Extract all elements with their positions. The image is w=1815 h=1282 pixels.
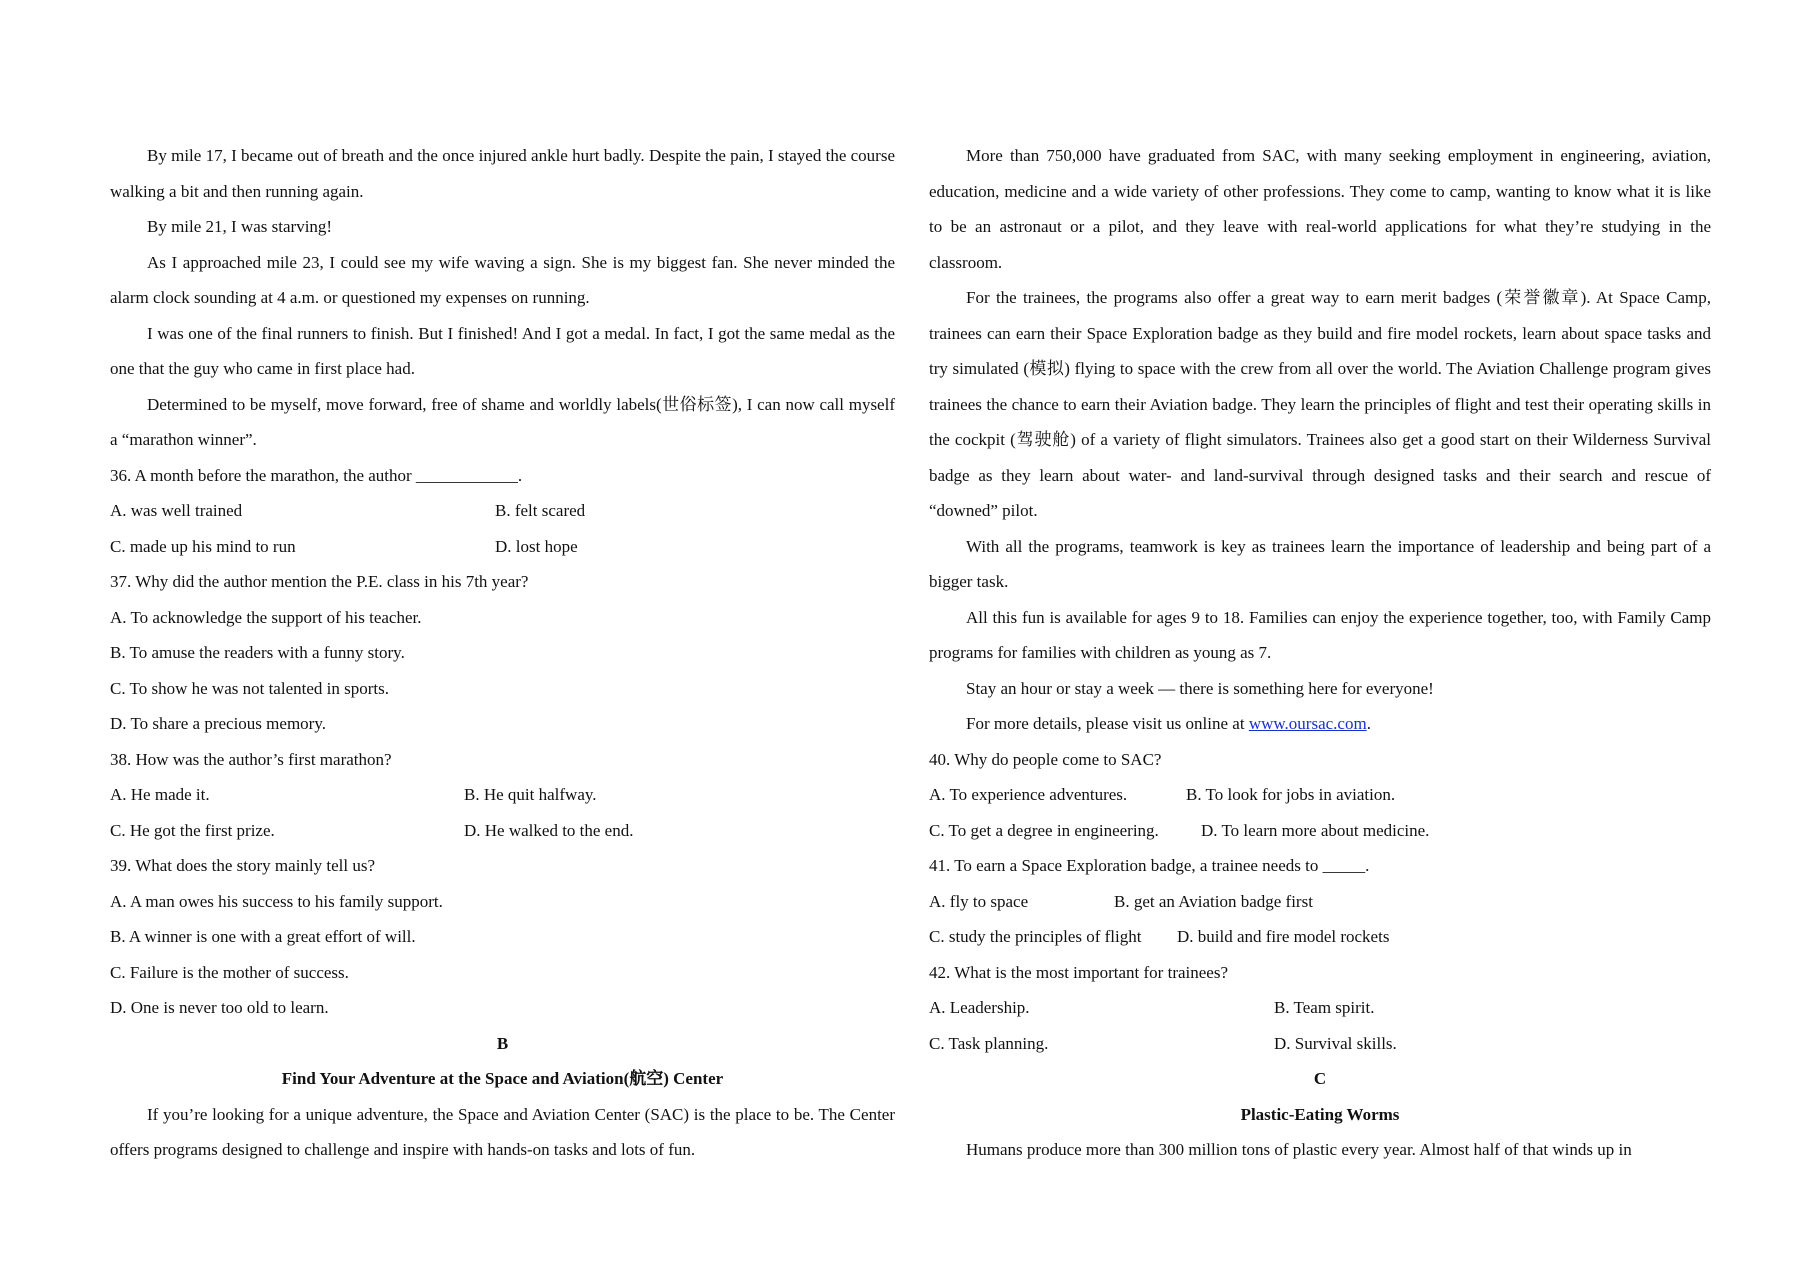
question-41-stem: 41. To earn a Space Exploration badge, a trainee needs to _____. — [929, 856, 1370, 875]
question-36-options-row1 — [110, 493, 895, 529]
paragraph: Stay an hour or stay a week — there is something here for everyone! — [966, 678, 1434, 698]
option-b: B. He quit halfway. — [464, 785, 597, 804]
paragraph: With all the programs, teamwork is key as trainees learn the importance of leadership and being part of a bigger task. — [929, 536, 1711, 591]
option-a: A. A man owes his success to his family support. — [110, 891, 443, 911]
question-36-options-row2 — [110, 529, 895, 565]
paragraph: All this fun is available for ages 9 to 18. Families can enjoy the experience together, too, with Family Camp programs for families with children as young as 7. — [929, 607, 1711, 662]
option-d: D. To share a precious memory. — [110, 714, 326, 733]
question-38-stem: 38. How was the author’s first marathon? — [110, 749, 392, 769]
section-c-title: Plastic-Eating Worms — [1240, 1104, 1400, 1124]
question-40-stem: 40. Why do people come to SAC? — [929, 749, 1162, 769]
option-d: D. To learn more about medicine. — [1201, 820, 1430, 840]
question-36-stem: 36. A month before the marathon, the author ____________. — [110, 465, 523, 485]
option-b: B. To look for jobs in aviation. — [1186, 785, 1396, 804]
option-c: C. study the principles of flight — [929, 927, 1142, 946]
option-a: A. Leadership. — [929, 998, 1030, 1017]
option-c: C. Task planning. — [929, 1033, 1049, 1053]
question-42-stem: 42. What is the most important for trainees? — [929, 962, 1229, 982]
option-d: D. build and fire model rockets — [1177, 927, 1390, 946]
option-a: A. To experience adventures. — [929, 785, 1128, 804]
option-a: A. He made it. — [110, 785, 210, 804]
details-prefix: For more details, please visit us online at — [966, 714, 1249, 733]
section-b-letter: B — [496, 1033, 509, 1053]
details-suffix: . — [1366, 714, 1371, 733]
right-column — [929, 138, 1711, 1168]
question-38-options-row2 — [110, 813, 895, 849]
paragraph: Humans produce more than 300 million tons of plastic every year. Almost half of that winds up in — [966, 1140, 1632, 1159]
question-37-stem: 37. Why did the author mention the P.E. class in his 7th year? — [110, 572, 529, 591]
option-d: D. Survival skills. — [1274, 1033, 1397, 1053]
question-42-options-row2 — [929, 1026, 1711, 1062]
question-41-options-row1 — [929, 884, 1711, 920]
section-c-letter: C — [1313, 1069, 1327, 1088]
question-40-options-row1 — [929, 777, 1711, 813]
details-paragraph — [929, 706, 1711, 742]
option-a: A. To acknowledge the support of his teacher. — [110, 607, 422, 627]
option-d: D. One is never too old to learn. — [110, 998, 329, 1017]
option-a: A. fly to space — [929, 891, 1029, 911]
paragraph: By mile 17, I became out of breath and the once injured ankle hurt badly. Despite the pain, I stayed the course walking a bit and then running again. — [110, 146, 895, 201]
paragraph: As I approached mile 23, I could see my wife waving a sign. She is my biggest fan. She never minded the alarm clock sounding at 4 a.m. or questioned my expenses on running. — [110, 252, 895, 307]
paragraph: More than 750,000 have graduated from SAC, with many seeking employment in engineering, aviation, education, medicine and a wide variety of other professions. They come to camp, wanting to know what it is like to be an astronaut or a pilot, and they leave with real-world applications for what they’re studying in the classroom. — [929, 146, 1711, 272]
question-42-options-row1 — [929, 990, 1711, 1026]
paragraph: For the trainees, the programs also offer a great way to earn merit badges (荣誉徽章). At Space Camp, trainees can earn their Space Exploration badge as they build and fire model rockets, learn about space tasks and try simulated (模拟) flying to space with the crew from all over the world. The Aviation Challenge program gives trainees the chance to earn their Aviation badge. They learn the principles of flight and test their operating skills in the cockpit (驾驶舱) of a variety of flight simulators. Trainees also get a good start on their Wilderness Survival badge as they learn about water- and land-survival through designed tasks and their search and rescue of “downed” pilot. — [929, 288, 1711, 520]
option-c: C. To get a degree in engineering. — [929, 820, 1159, 840]
left-column — [110, 138, 895, 1168]
option-b: B. A winner is one with a great effort of will. — [110, 927, 416, 946]
option-c: C. He got the first prize. — [110, 820, 275, 840]
option-b: B. felt scared — [495, 501, 586, 520]
question-40-options-row2 — [929, 813, 1711, 849]
option-a: A. was well trained — [110, 501, 243, 520]
paragraph: Determined to be myself, move forward, free of shame and worldly labels(世俗标签), I can now call myself a “marathon winner”. — [110, 394, 895, 449]
option-c: C. To show he was not talented in sports. — [110, 678, 389, 698]
section-b-title: Find Your Adventure at the Space and Aviation(航空) Center — [281, 1069, 724, 1088]
option-b: B. Team spirit. — [1274, 998, 1375, 1017]
paragraph: I was one of the final runners to finish. But I finished! And I got a medal. In fact, I got the same medal as the one that the guy who came in first place had. — [110, 323, 895, 378]
paragraph: If you’re looking for a unique adventure, the Space and Aviation Center (SAC) is the place to be. The Center offers programs designed to challenge and inspire with hands-on tasks and lots of fun. — [110, 1104, 895, 1159]
question-39-stem: 39. What does the story mainly tell us? — [110, 856, 376, 875]
question-41-options-row2 — [929, 919, 1711, 955]
question-38-options-row1 — [110, 777, 895, 813]
option-b: B. To amuse the readers with a funny story. — [110, 643, 405, 662]
option-c: C. Failure is the mother of success. — [110, 962, 349, 982]
option-d: D. He walked to the end. — [464, 820, 634, 840]
option-b: B. get an Aviation badge first — [1114, 891, 1313, 911]
option-c: C. made up his mind to run — [110, 536, 296, 556]
paragraph: By mile 21, I was starving! — [147, 217, 333, 236]
option-d: D. lost hope — [495, 536, 578, 556]
website-link[interactable]: www.oursac.com — [1248, 714, 1367, 733]
